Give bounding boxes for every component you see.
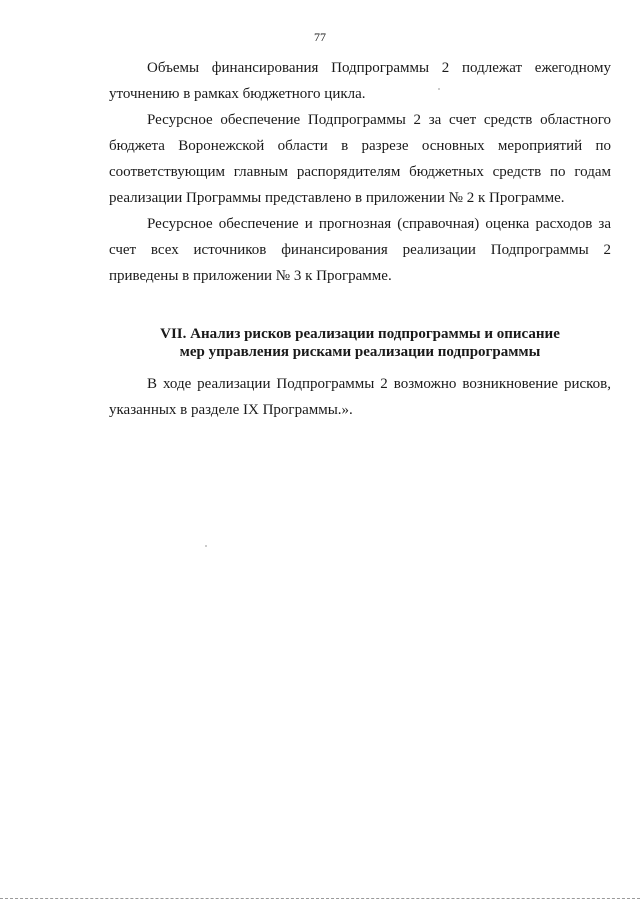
page-body bbox=[109, 55, 611, 423]
scan-speck bbox=[438, 88, 440, 90]
scan-edge-line bbox=[0, 898, 640, 899]
paragraph-risks: В ходе реализации Подпрограммы 2 возможно возникновение рисков, указанных в разделе IX Программы.». bbox=[109, 376, 611, 418]
section-heading-line-1: VII. Анализ рисков реализации подпрограммы и описание bbox=[160, 326, 560, 342]
scan-speck bbox=[205, 545, 207, 547]
paragraph-financing-volumes: Объемы финансирования Подпрограммы 2 подлежат ежегодному уточнению в рамках бюджетного цикла. bbox=[109, 60, 611, 102]
paragraph-regional-budget: Ресурсное обеспечение Подпрограммы 2 за счет средств областного бюджета Воронежской области в разрезе основных мероприятий по соответствующим главным распорядителям бюджетных средств по годам реализации Программы представлено в приложении № 2 к Программе. bbox=[109, 112, 611, 206]
page-number: 77 bbox=[314, 30, 326, 44]
section-heading-line-2: мер управления рисками реализации подпрограммы bbox=[179, 344, 541, 360]
paragraph-forecast-estimate: Ресурсное обеспечение и прогнозная (справочная) оценка расходов за счет всех источников финансирования реализации Подпрограммы 2 приведены в приложении № 3 к Программе. bbox=[109, 216, 611, 284]
section-heading bbox=[109, 325, 611, 361]
